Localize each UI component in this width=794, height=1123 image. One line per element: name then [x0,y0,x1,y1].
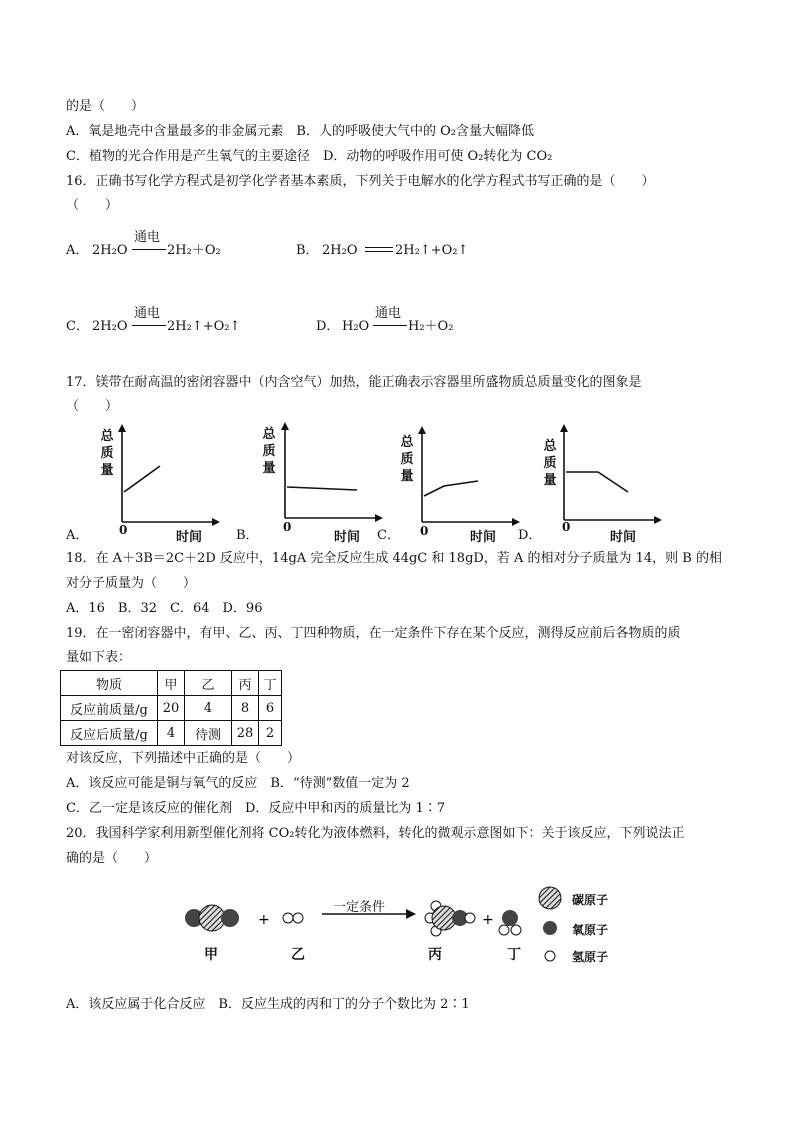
graph-c-option-label: C． [377,528,400,543]
q16-a-product: 2H₂＋O₂ [167,243,221,258]
graph-a-xlabel: 时间 [176,530,203,545]
question-19-options-ab: A．该反应可能是铜与氧气的反应 B．“待测”数值一定为 2 [66,776,410,791]
q16-d-arrow [373,325,407,326]
graph-d-origin: 0 [562,520,571,534]
graph-b-ylabel: 总 质 量 [262,427,276,476]
table-cell: 待测 [185,721,232,746]
table-header-cell: 甲 [158,671,185,696]
graph-b-axes [275,420,383,528]
reaction-diagram [170,876,630,972]
graph-c-axes [412,424,520,530]
q16-d-reactant: H₂O [342,319,370,334]
table-header-cell: 物质 [61,671,158,696]
q16-c-reactant: 2H₂O [92,319,128,334]
q16-b-product: 2H₂↑+O₂↑ [395,243,469,258]
question-18-stem-cont: 对分子质量为（ ） [66,576,197,591]
table-cell: 28 [232,721,259,746]
q16-d-label: D． [316,319,340,334]
molecule-yi [283,913,303,923]
table-cell: 20 [158,696,185,721]
question-20-stem: 20．我国科学家利用新型催化剂将 CO₂转化为液体燃料，转化的微观示意图如下：关于该反应，下列说法正 [66,826,685,841]
graph-c-ylabel: 总 质 量 [400,435,414,484]
graph-b-curve [287,487,357,490]
q16-d-product: H₂＋O₂ [408,319,454,334]
question-18-stem: 18．在 A＋3B＝2C＋2D 反应中，14gA 完全反应生成 44gC 和 18gD，若 A 的相对分子质量为 14，则 B 的相 [66,551,722,566]
question-16-answer-bracket: （ ） [66,198,119,213]
plus-sign-2: + [482,912,494,928]
question-20-stem-cont: 确的是（ ） [66,851,158,866]
question-19-prompt: 对该反应，下列描述中正确的是（ ） [66,751,301,766]
q16-c-arrow [132,325,166,326]
table-cell: 8 [232,696,259,721]
plus-sign-1: + [258,912,270,928]
graph-a-curve [124,466,160,492]
question-15-options-ab: A．氧是地壳中含量最多的非金属元素 B．人的呼吸使大气中的 O₂含量大幅降低 [66,124,534,139]
graph-d-axes [554,422,662,528]
table-cell: 反应后质量/g [61,721,158,746]
graph-c-xlabel: 时间 [470,530,497,545]
q16-a-arrow [132,249,166,250]
table-header-cell: 乙 [185,671,232,696]
graph-d-option-label: D． [518,528,542,543]
graph-a-axes [112,422,220,532]
molecule-label-bing: 丙 [428,947,442,963]
molecule-jia [185,905,239,931]
table-header-cell: 丙 [232,671,259,696]
molecule-label-ding: 丁 [507,947,521,963]
q16-c-label: C． [66,319,89,334]
q16-d-condition: 通电 [375,306,402,321]
molecule-label-jia: 甲 [204,947,218,963]
graph-b-xlabel: 时间 [334,530,361,545]
graph-a-origin: 0 [119,523,128,537]
q16-b-reactant: 2H₂O [322,243,358,258]
graph-a-option-label: A． [66,528,89,543]
table-cell: 反应前质量/g [61,696,158,721]
table-header-cell: 丁 [259,671,282,696]
question-15-stem-tail: 的是（ ） [66,99,145,114]
legend-oxygen-symbol [543,921,557,935]
graph-d-curve [566,472,628,492]
q16-a-condition: 通电 [134,230,161,245]
question-18-options: A．16 B．32 C．64 D．96 [66,601,263,616]
legend-carbon-symbol [539,887,561,909]
graph-a-ylabel: 总 质 量 [100,429,114,478]
question-16-stem: 16．正确书写化学方程式是初学化学者基本素质，下列关于电解水的化学方程式书写正确的是（ ） [66,174,655,189]
question-19-options-cd: C．乙一定是该反应的催化剂 D．反应中甲和丙的质量比为 1∶7 [66,801,446,816]
molecule-ding [499,910,521,935]
legend-hydrogen-symbol [545,951,555,961]
table-row [61,721,282,746]
question-17-stem: 17．镁带在耐高温的密闭容器中（内含空气）加热，能正确表示容器里所盛物质总质量变化的图象是 [66,375,642,390]
q16-a-label: A． [66,243,89,258]
table-header-row [61,671,282,696]
graph-d-ylabel: 总 质 量 [543,439,557,488]
graph-c-origin: 0 [420,524,429,538]
q16-b-label: B． [296,243,319,258]
legend-oxygen-label: 氧原子 [572,923,609,937]
graph-c-curve [424,481,478,496]
graph-b-origin: 0 [283,520,292,534]
mass-table [60,670,282,746]
legend-hydrogen-label: 氢原子 [572,950,609,964]
table-cell: 6 [259,696,282,721]
table-cell: 2 [259,721,282,746]
table-cell: 4 [185,696,232,721]
molecule-bing [425,901,475,936]
table-row [61,696,282,721]
graph-b-option-label: B． [236,528,259,543]
q16-b-equal-sign [365,247,393,252]
reaction-condition: 一定条件 [333,900,386,915]
question-19-stem: 19．在一密闭容器中，有甲、乙、丙、丁四种物质，在一定条件下存在某个反应，测得反应前后各物质的质 [66,626,681,641]
q16-a-reactant: 2H₂O [92,243,128,258]
table-cell: 4 [158,721,185,746]
graph-d-xlabel: 时间 [610,530,637,545]
legend-carbon-label: 碳原子 [572,893,609,907]
question-17-answer-bracket: （ ） [66,399,119,414]
molecule-label-yi: 乙 [291,947,305,963]
question-20-options-ab: A．该反应属于化合反应 B．反应生成的丙和丁的分子个数比为 2∶1 [66,997,470,1012]
question-15-options-cd: C．植物的光合作用是产生氧气的主要途径 D．动物的呼吸作用可使 O₂转化为 CO₂ [66,149,553,164]
q16-c-product: 2H₂↑+O₂↑ [167,319,241,334]
question-19-stem-cont: 量如下表： [66,650,132,665]
q16-c-condition: 通电 [134,306,161,321]
